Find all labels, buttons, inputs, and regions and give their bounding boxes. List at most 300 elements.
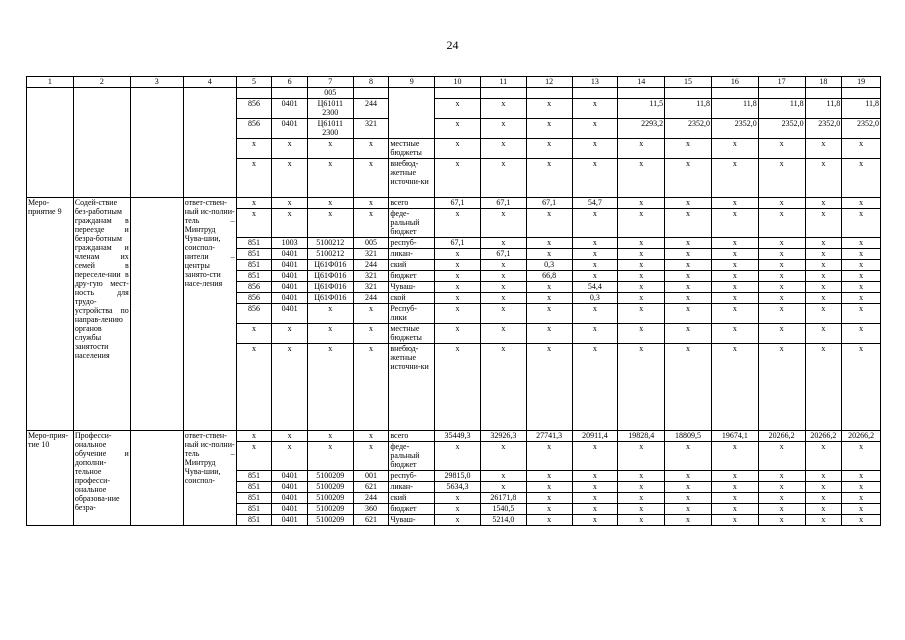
code-cell: 0401 xyxy=(272,493,308,504)
value-cell: 2352,0 xyxy=(758,119,805,139)
value-cell: x xyxy=(480,238,526,249)
table-row xyxy=(27,431,881,442)
code-cell: 1003 xyxy=(272,238,308,249)
header-cell: 8 xyxy=(353,77,389,88)
code-cell: x xyxy=(236,431,272,442)
code-cell: x xyxy=(236,209,272,238)
value-cell: x xyxy=(842,442,881,471)
source-cell: респуб- xyxy=(389,471,435,482)
header-cell: 17 xyxy=(758,77,805,88)
value-cell: 67,1 xyxy=(480,249,526,260)
value-cell: x xyxy=(572,482,618,493)
value-cell: x xyxy=(435,249,481,260)
value-cell: x xyxy=(526,99,572,119)
value-cell: x xyxy=(618,139,665,159)
value-cell: 18809,5 xyxy=(665,431,712,442)
code-cell: 621 xyxy=(353,482,389,493)
code-cell: x xyxy=(272,344,308,431)
code-cell: x xyxy=(236,139,272,159)
value-cell: x xyxy=(435,139,481,159)
value-cell: x xyxy=(805,293,842,304)
code-cell: x xyxy=(272,139,308,159)
header-cell: 19 xyxy=(842,77,881,88)
value-cell: 5634,3 xyxy=(435,482,481,493)
value-cell xyxy=(572,88,618,99)
value-cell: 11,8 xyxy=(805,99,842,119)
header-cell: 18 xyxy=(805,77,842,88)
value-cell: x xyxy=(665,471,712,482)
value-cell: x xyxy=(842,304,881,324)
value-cell: x xyxy=(618,209,665,238)
value-cell: x xyxy=(805,238,842,249)
value-cell: x xyxy=(805,260,842,271)
code-cell: 856 xyxy=(236,282,272,293)
value-cell: x xyxy=(572,344,618,431)
value-cell: x xyxy=(526,304,572,324)
description-cell: Содей-ствие без-работным гражданам в переезде и безра-ботным гражданам и членам их семей в переселе-нии в дру-гую мест-ность для трудо-устройства по направ-лению органов службы занятости населения xyxy=(73,198,130,431)
code-cell xyxy=(236,88,272,99)
source-cell: ский xyxy=(389,493,435,504)
table-row xyxy=(27,198,881,209)
value-cell xyxy=(711,88,758,99)
value-cell: x xyxy=(758,198,805,209)
value-cell: x xyxy=(805,304,842,324)
code-cell: x xyxy=(307,431,353,442)
code-cell: 0401 xyxy=(272,271,308,282)
code-cell: x xyxy=(272,442,308,471)
source-cell: бюджет xyxy=(389,504,435,515)
value-cell: x xyxy=(805,344,842,431)
code-cell: 851 xyxy=(236,504,272,515)
value-cell: 19828,4 xyxy=(618,431,665,442)
value-cell: x xyxy=(618,198,665,209)
value-cell: x xyxy=(435,493,481,504)
value-cell: 11,8 xyxy=(758,99,805,119)
code-cell: 0401 xyxy=(272,99,308,119)
value-cell: 67,1 xyxy=(435,198,481,209)
code-cell: x xyxy=(307,209,353,238)
code-cell: 851 xyxy=(236,515,272,526)
value-cell: x xyxy=(805,198,842,209)
code-cell: x xyxy=(353,442,389,471)
value-cell: x xyxy=(711,271,758,282)
value-cell: x xyxy=(665,271,712,282)
value-cell: x xyxy=(480,209,526,238)
header-cell: 9 xyxy=(389,77,435,88)
value-cell: x xyxy=(480,304,526,324)
code-cell xyxy=(353,88,389,99)
value-cell: x xyxy=(805,504,842,515)
code-cell: 244 xyxy=(353,260,389,271)
value-cell: x xyxy=(805,282,842,293)
value-cell: x xyxy=(480,159,526,198)
source-cell: всего xyxy=(389,198,435,209)
value-cell: 19674,1 xyxy=(711,431,758,442)
empty-cell xyxy=(130,198,183,431)
value-cell: x xyxy=(805,159,842,198)
value-cell: x xyxy=(526,159,572,198)
value-cell: x xyxy=(435,324,481,344)
code-cell: 244 xyxy=(353,99,389,119)
code-cell: x xyxy=(307,344,353,431)
value-cell: x xyxy=(435,271,481,282)
value-cell: x xyxy=(572,209,618,238)
value-cell: x xyxy=(758,471,805,482)
value-cell: x xyxy=(572,238,618,249)
code-cell: 856 xyxy=(236,119,272,139)
value-cell: 20911,4 xyxy=(572,431,618,442)
header-cell: 2 xyxy=(73,77,130,88)
value-cell: x xyxy=(618,159,665,198)
value-cell: x xyxy=(526,471,572,482)
code-cell: x xyxy=(272,431,308,442)
value-cell xyxy=(665,88,712,99)
value-cell: x xyxy=(618,282,665,293)
code-cell: x xyxy=(353,344,389,431)
value-cell: x xyxy=(665,442,712,471)
code-cell: Ц61Ф016 xyxy=(307,293,353,304)
value-cell: x xyxy=(711,442,758,471)
value-cell: x xyxy=(665,209,712,238)
value-cell: 67,1 xyxy=(480,198,526,209)
header-cell: 16 xyxy=(711,77,758,88)
value-cell: x xyxy=(842,249,881,260)
value-cell: x xyxy=(665,293,712,304)
source-cell: всего xyxy=(389,431,435,442)
code-cell: 321 xyxy=(353,249,389,260)
value-cell: x xyxy=(711,293,758,304)
value-cell: x xyxy=(805,471,842,482)
value-cell: x xyxy=(618,271,665,282)
value-cell: x xyxy=(480,324,526,344)
value-cell: x xyxy=(526,238,572,249)
code-cell: 856 xyxy=(236,304,272,324)
value-cell: 11,8 xyxy=(842,99,881,119)
code-cell: 851 xyxy=(236,271,272,282)
code-cell: 5100209 xyxy=(307,482,353,493)
value-cell: x xyxy=(435,504,481,515)
code-cell: 5100209 xyxy=(307,504,353,515)
code-cell: 321 xyxy=(353,119,389,139)
value-cell: x xyxy=(526,344,572,431)
value-cell: x xyxy=(758,344,805,431)
value-cell xyxy=(435,88,481,99)
value-cell: x xyxy=(665,260,712,271)
value-cell: 67,1 xyxy=(435,238,481,249)
value-cell: x xyxy=(435,515,481,526)
value-cell: x xyxy=(711,504,758,515)
value-cell: x xyxy=(618,304,665,324)
value-cell: x xyxy=(758,504,805,515)
value-cell: x xyxy=(711,139,758,159)
value-cell: x xyxy=(572,249,618,260)
value-cell: 2293,2 xyxy=(618,119,665,139)
value-cell: 27741,3 xyxy=(526,431,572,442)
value-cell: x xyxy=(665,282,712,293)
executor-cell xyxy=(183,88,236,198)
value-cell: x xyxy=(435,260,481,271)
value-cell: x xyxy=(711,159,758,198)
source-cell: внебюд-жетные источни-ки xyxy=(389,344,435,431)
code-cell: 001 xyxy=(353,471,389,482)
value-cell: x xyxy=(526,482,572,493)
value-cell: x xyxy=(480,282,526,293)
value-cell: x xyxy=(665,159,712,198)
code-cell: 5100209 xyxy=(307,515,353,526)
value-cell: 26171,8 xyxy=(480,493,526,504)
code-cell: 0401 xyxy=(272,282,308,293)
source-cell: Чуваш- xyxy=(389,515,435,526)
value-cell: x xyxy=(572,271,618,282)
value-cell: x xyxy=(665,515,712,526)
code-cell: x xyxy=(272,198,308,209)
value-cell: x xyxy=(842,515,881,526)
table-body xyxy=(27,77,881,526)
value-cell: 2352,0 xyxy=(711,119,758,139)
value-cell: x xyxy=(665,493,712,504)
value-cell: x xyxy=(758,159,805,198)
value-cell: x xyxy=(572,260,618,271)
value-cell: 66,8 xyxy=(526,271,572,282)
value-cell: x xyxy=(842,198,881,209)
event-cell: Меро-прия-тие 10 xyxy=(27,431,74,526)
description-cell: Професси-ональное обучение и дополни-тельное професси-ональное образова-ние безра- xyxy=(73,431,130,526)
value-cell: 54,4 xyxy=(572,282,618,293)
value-cell: x xyxy=(805,249,842,260)
empty-cell xyxy=(130,431,183,526)
description-cell xyxy=(73,88,130,198)
value-cell: x xyxy=(805,442,842,471)
code-cell: 851 xyxy=(236,260,272,271)
code-cell: 0401 xyxy=(272,119,308,139)
source-cell: Респуб-лики xyxy=(389,304,435,324)
code-cell: Ц61Ф016 xyxy=(307,260,353,271)
source-cell: ский xyxy=(389,260,435,271)
code-cell: x xyxy=(236,442,272,471)
value-cell: x xyxy=(526,119,572,139)
header-cell: 13 xyxy=(572,77,618,88)
value-cell: x xyxy=(526,493,572,504)
code-cell: x xyxy=(236,198,272,209)
code-cell: 321 xyxy=(353,282,389,293)
value-cell: x xyxy=(842,139,881,159)
code-cell: x xyxy=(236,159,272,198)
value-cell: x xyxy=(711,493,758,504)
value-cell: x xyxy=(526,139,572,159)
value-cell: x xyxy=(758,282,805,293)
value-cell: x xyxy=(618,442,665,471)
value-cell: x xyxy=(758,324,805,344)
value-cell: x xyxy=(842,504,881,515)
code-cell: x xyxy=(353,198,389,209)
value-cell: x xyxy=(572,515,618,526)
value-cell: x xyxy=(435,119,481,139)
source-cell: местные бюджеты xyxy=(389,139,435,159)
value-cell: x xyxy=(572,442,618,471)
value-cell: 11,8 xyxy=(711,99,758,119)
code-cell: Ц61011 2300 xyxy=(307,99,353,119)
value-cell: x xyxy=(711,304,758,324)
code-cell: x xyxy=(272,324,308,344)
source-cell: феде-ральный бюджет xyxy=(389,442,435,471)
value-cell: x xyxy=(618,471,665,482)
value-cell: x xyxy=(842,471,881,482)
header-cell: 10 xyxy=(435,77,481,88)
value-cell: x xyxy=(665,482,712,493)
header-cell: 3 xyxy=(130,77,183,88)
value-cell: x xyxy=(618,260,665,271)
value-cell: 2352,0 xyxy=(842,119,881,139)
header-cell: 4 xyxy=(183,77,236,88)
value-cell: x xyxy=(435,282,481,293)
value-cell: x xyxy=(572,99,618,119)
value-cell: x xyxy=(526,504,572,515)
source-cell: внебюд-жетные источни-ки xyxy=(389,159,435,198)
value-cell: x xyxy=(711,260,758,271)
header-cell: 15 xyxy=(665,77,712,88)
value-cell: x xyxy=(435,209,481,238)
value-cell: x xyxy=(842,493,881,504)
header-cell: 1 xyxy=(27,77,74,88)
value-cell: x xyxy=(618,293,665,304)
code-cell: Ц61011 2300 xyxy=(307,119,353,139)
value-cell: x xyxy=(842,159,881,198)
code-cell: x xyxy=(307,159,353,198)
code-cell: 5100209 xyxy=(307,471,353,482)
value-cell: x xyxy=(572,139,618,159)
code-cell: 244 xyxy=(353,293,389,304)
event-cell xyxy=(27,88,74,198)
value-cell: x xyxy=(805,139,842,159)
value-cell: x xyxy=(480,119,526,139)
code-cell: 0401 xyxy=(272,515,308,526)
value-cell: x xyxy=(758,515,805,526)
value-cell: 11,8 xyxy=(665,99,712,119)
value-cell: x xyxy=(480,471,526,482)
code-cell: 856 xyxy=(236,99,272,119)
value-cell: x xyxy=(526,293,572,304)
code-cell: 5100212 xyxy=(307,249,353,260)
source-cell: местные бюджеты xyxy=(389,324,435,344)
value-cell: x xyxy=(711,198,758,209)
value-cell: x xyxy=(758,238,805,249)
page-number: 24 xyxy=(446,38,459,52)
value-cell: x xyxy=(711,324,758,344)
code-cell: x xyxy=(236,344,272,431)
code-cell: x xyxy=(307,304,353,324)
value-cell xyxy=(805,88,842,99)
value-cell: x xyxy=(572,159,618,198)
value-cell: x xyxy=(480,271,526,282)
code-cell: x xyxy=(307,198,353,209)
code-cell: x xyxy=(353,139,389,159)
value-cell: x xyxy=(665,304,712,324)
code-cell: x xyxy=(307,324,353,344)
code-cell: 0401 xyxy=(272,249,308,260)
value-cell: 11,5 xyxy=(618,99,665,119)
value-cell: x xyxy=(435,442,481,471)
value-cell xyxy=(842,88,881,99)
value-cell: x xyxy=(711,282,758,293)
header-cell: 12 xyxy=(526,77,572,88)
value-cell: x xyxy=(618,515,665,526)
value-cell: 35449,3 xyxy=(435,431,481,442)
value-cell: x xyxy=(711,209,758,238)
code-cell: 851 xyxy=(236,471,272,482)
value-cell: 29815,0 xyxy=(435,471,481,482)
value-cell: x xyxy=(805,515,842,526)
code-cell: Ц61Ф016 xyxy=(307,271,353,282)
code-cell: 0401 xyxy=(272,471,308,482)
source-cell: ликан- xyxy=(389,249,435,260)
value-cell: x xyxy=(805,493,842,504)
value-cell: x xyxy=(758,249,805,260)
code-cell: 360 xyxy=(353,504,389,515)
value-cell: x xyxy=(618,324,665,344)
budget-table xyxy=(26,76,881,526)
value-cell: x xyxy=(711,515,758,526)
code-cell: x xyxy=(236,324,272,344)
value-cell: x xyxy=(758,209,805,238)
value-cell: x xyxy=(618,493,665,504)
source-cell: феде-ральный бюджет xyxy=(389,209,435,238)
code-cell: 0401 xyxy=(272,293,308,304)
value-cell: x xyxy=(480,344,526,431)
code-cell: 851 xyxy=(236,238,272,249)
value-cell: x xyxy=(758,482,805,493)
value-cell: 67,1 xyxy=(526,198,572,209)
code-cell: 856 xyxy=(236,293,272,304)
source-cell: ской xyxy=(389,293,435,304)
value-cell: x xyxy=(480,442,526,471)
code-cell: 0401 xyxy=(272,260,308,271)
value-cell: x xyxy=(758,139,805,159)
value-cell: 5214,0 xyxy=(480,515,526,526)
source-cell xyxy=(389,88,435,139)
value-cell: x xyxy=(435,344,481,431)
value-cell: x xyxy=(758,493,805,504)
code-cell: x xyxy=(353,304,389,324)
code-cell: 0401 xyxy=(272,304,308,324)
value-cell: x xyxy=(480,139,526,159)
value-cell: 1540,5 xyxy=(480,504,526,515)
code-cell: 005 xyxy=(353,238,389,249)
value-cell: x xyxy=(758,271,805,282)
value-cell: x xyxy=(480,293,526,304)
code-cell: 0401 xyxy=(272,482,308,493)
table-row xyxy=(27,88,881,99)
value-cell: x xyxy=(842,271,881,282)
value-cell: x xyxy=(805,209,842,238)
code-cell: 5100209 xyxy=(307,493,353,504)
code-cell: x xyxy=(353,431,389,442)
code-cell: x xyxy=(353,209,389,238)
code-cell: x xyxy=(272,159,308,198)
value-cell: x xyxy=(572,493,618,504)
value-cell: x xyxy=(805,271,842,282)
value-cell: x xyxy=(665,324,712,344)
value-cell: x xyxy=(665,238,712,249)
code-cell: 005 xyxy=(307,88,353,99)
value-cell: x xyxy=(480,482,526,493)
code-cell: x xyxy=(307,442,353,471)
executor-cell: ответ-ствен-ный ис-полни-тель – Минтруд Чува-шии, соиспол- xyxy=(183,431,236,526)
value-cell: 0,3 xyxy=(526,260,572,271)
value-cell: x xyxy=(480,99,526,119)
value-cell: 2352,0 xyxy=(665,119,712,139)
header-cell: 5 xyxy=(236,77,272,88)
value-cell: x xyxy=(758,442,805,471)
